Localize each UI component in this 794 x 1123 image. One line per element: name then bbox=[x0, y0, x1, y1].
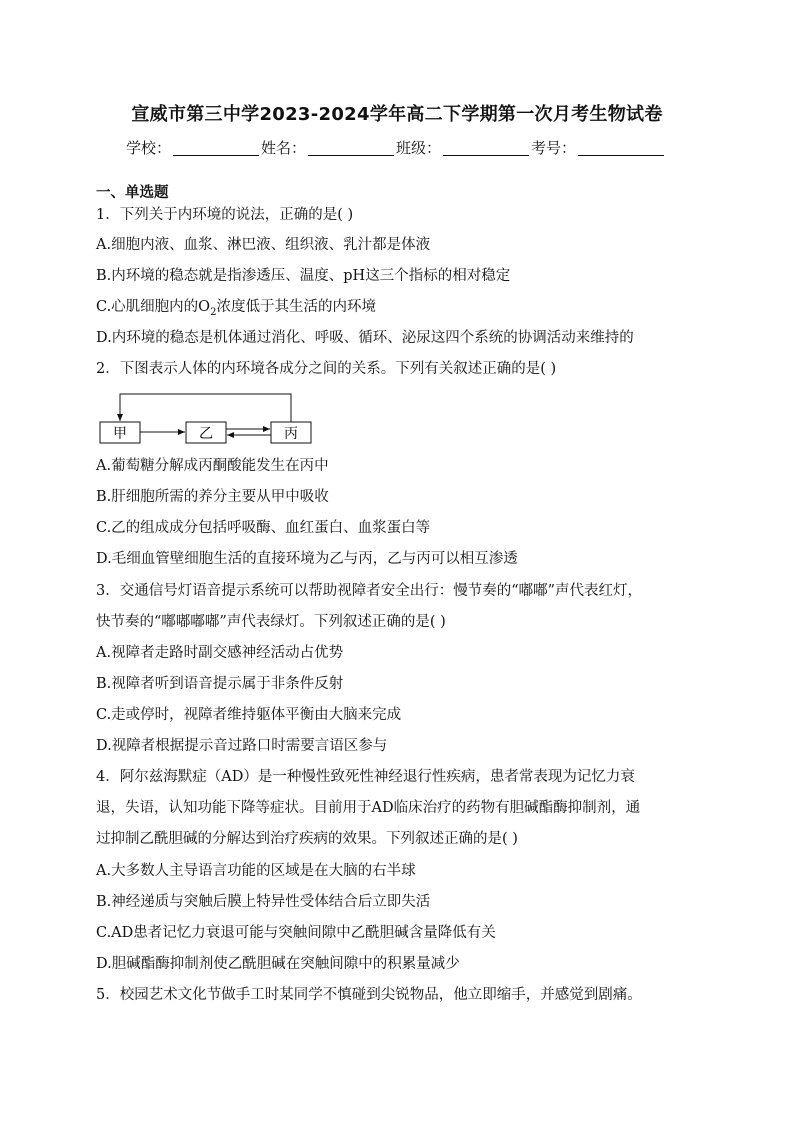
q2-option-b: B.肝细胞所需的养分主要从甲中吸收 bbox=[96, 489, 329, 505]
name-label: 姓名： bbox=[261, 139, 307, 157]
label-jia: 甲 bbox=[113, 426, 127, 442]
q3-stem-line1: 3．交通信号灯语音提示系统可以帮助视障者安全出行：慢节奏的“嘟嘟”声代表红灯， bbox=[96, 583, 643, 599]
q3-option-a: A.视障者走路时副交感神经活动占优势 bbox=[96, 645, 344, 661]
number-label: 考号： bbox=[531, 139, 577, 157]
student-info-row bbox=[126, 134, 666, 158]
name-blank[interactable] bbox=[308, 139, 394, 156]
q1-option-d: D.内环境的稳态是机体通过消化、呼吸、循环、泌尿这四个系统的协调活动来维持的 bbox=[96, 330, 634, 346]
school-label: 学校： bbox=[126, 139, 172, 157]
q4-stem-line3: 过抑制乙酰胆碱的分解达到治疗疾病的效果。下列叙述正确的是( ) bbox=[96, 831, 518, 847]
q2-option-a: A.葡萄糖分解成丙酮酸能发生在丙中 bbox=[96, 458, 329, 474]
q2-option-d: D.毛细血管壁细胞生活的直接环境为乙与丙，乙与丙可以相互渗透 bbox=[96, 551, 518, 567]
q4-option-a: A.大多数人主导语言功能的区域是在大脑的右半球 bbox=[96, 863, 416, 879]
section-heading: 一、单选题 bbox=[96, 185, 169, 201]
q1-stem: 1．下列关于内环境的说法，正确的是( ) bbox=[96, 207, 354, 223]
q4-stem-line2: 退，失语，认知功能下降等症状。目前用于AD临床治疗的药物有胆碱酯酶抑制剂，通 bbox=[96, 800, 641, 816]
class-blank[interactable] bbox=[443, 139, 529, 156]
q1-option-c-post: 浓度低于其生活的内环境 bbox=[216, 299, 376, 315]
q3-option-d: D.视障者根据提示音过路口时需要言语区参与 bbox=[96, 738, 388, 754]
q4-option-b: B.神经递质与突触后膜上特异性受体结合后立即失活 bbox=[96, 894, 431, 910]
number-blank[interactable] bbox=[578, 139, 664, 156]
label-bing: 丙 bbox=[284, 426, 298, 442]
q1-option-c bbox=[96, 297, 376, 317]
q3-option-b: B.视障者听到语音提示属于非条件反射 bbox=[96, 676, 344, 692]
q2-stem: 2．下图表示人体的内环境各成分之间的关系。下列有关叙述正确的是( ) bbox=[96, 361, 557, 377]
q4-option-c: C.AD患者记忆力衰退可能与突触间隙中乙酰胆碱含量降低有关 bbox=[96, 925, 496, 941]
q5-stem-line1: 5．校园艺术文化节做手工时某同学不慎碰到尖锐物品，他立即缩手，并感觉到剧痛。 bbox=[96, 987, 642, 1003]
q2-option-c: C.乙的组成成分包括呼吸酶、血红蛋白、血浆蛋白等 bbox=[96, 520, 431, 536]
q1-option-c-sub: 2 bbox=[210, 306, 217, 318]
arrow-bing-to-jia bbox=[120, 394, 291, 422]
q1-option-b: B.内环境的稳态就是指渗透压、温度、pH这三个指标的相对稳定 bbox=[96, 268, 511, 284]
school-blank[interactable] bbox=[173, 139, 259, 156]
class-label: 班级： bbox=[396, 139, 442, 157]
q4-option-d: D.胆碱酯酶抑制剂使乙酰胆碱在突触间隙中的积累量减少 bbox=[96, 956, 460, 972]
label-yi: 乙 bbox=[199, 426, 213, 442]
q1-option-a: A.细胞内液、血浆、淋巴液、组织液、乳汁都是体液 bbox=[96, 237, 431, 253]
page-title: 宣威市第三中学2023-2024学年高二下学期第一次月考生物试卷 bbox=[131, 104, 663, 125]
q4-stem-line1: 4．阿尔兹海默症（AD）是一种慢性致死性神经退行性疾病，患者常表现为记忆力衰 bbox=[96, 769, 635, 785]
q3-stem-line2: 快节奏的“嘟嘟嘟嘟”声代表绿灯。下列叙述正确的是( ) bbox=[96, 614, 446, 630]
q1-option-c-pre: C.心肌细胞内的O bbox=[96, 299, 211, 315]
q3-option-c: C.走或停时，视障者维持躯体平衡由大脑来完成 bbox=[96, 707, 402, 723]
body-fluid-diagram bbox=[96, 390, 326, 446]
